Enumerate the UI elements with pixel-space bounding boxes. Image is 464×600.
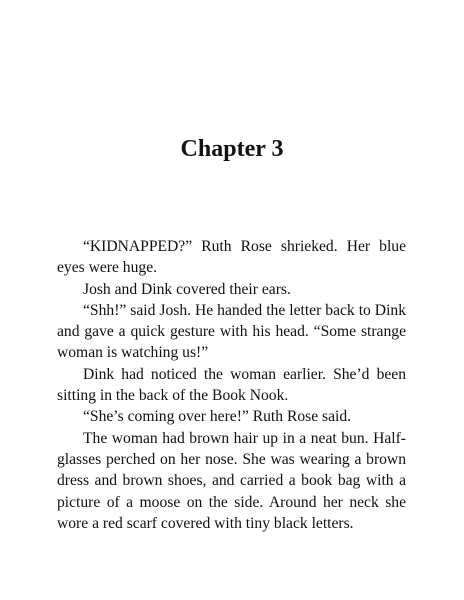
paragraph-5: “She’s coming over here!” Ruth Rose said. xyxy=(83,408,352,426)
paragraph-4: Dink had noticed the woman earlier. She’d been sitting in the back of the Book Nook. xyxy=(57,365,406,405)
chapter-title: Chapter 3 xyxy=(180,136,284,162)
chapter-body xyxy=(57,236,406,534)
paragraph-3: “Shh!” said Josh. He handed the letter back to Dink and gave a quick gesture with his head. “Some strange woman is watching us!” xyxy=(57,301,406,362)
paragraph-6: The woman had brown hair up in a neat bun. Half-glasses perched on her nose. She was wearing a brown dress and brown shoes, and carried a book bag with a picture of a moose on the side. Around her neck she wore a red scarf covered with tiny black letters. xyxy=(57,429,406,532)
paragraph-1: “KIDNAPPED?” Ruth Rose shrieked. Her blue eyes were huge. xyxy=(57,238,406,277)
paragraph-2: Josh and Dink covered their ears. xyxy=(83,280,291,298)
